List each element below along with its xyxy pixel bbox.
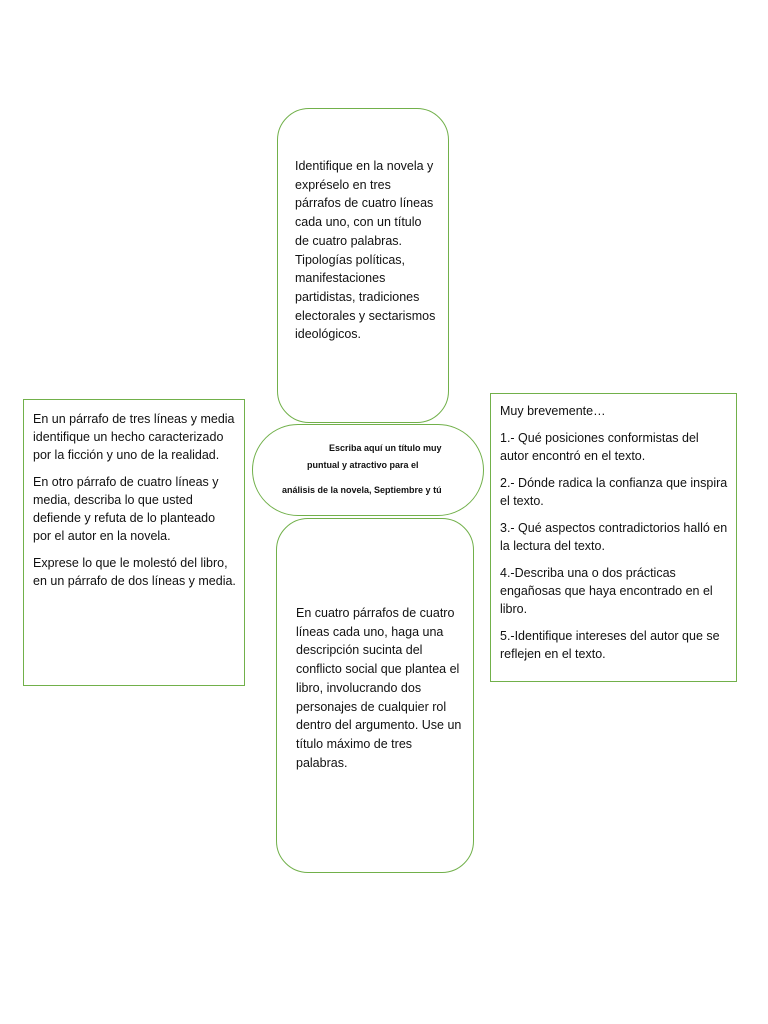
right-questions-box: [490, 393, 737, 682]
left-paragraph: En un párrafo de tres líneas y media identifique un hecho caracterizado por la ficción y uno de la realidad.: [33, 412, 235, 462]
right-question-item: 1.- Qué posiciones conformistas del autor encontró en el texto.: [500, 431, 699, 463]
left-instructions-box: [23, 399, 245, 686]
right-question-item: 4.-Describa una o dos prácticas engañosas que haya encontrado en el libro.: [500, 566, 713, 616]
center-title-line-1: Escriba aquí un título muy: [329, 443, 442, 453]
bottom-rounded-box: [276, 518, 474, 873]
right-question-item: 5.-Identifique intereses del autor que se reflejen en el texto.: [500, 629, 720, 661]
left-paragraph: En otro párrafo de cuatro líneas y media, describa lo que usted defiende y refuta de lo planteado por el autor en la novela.: [33, 475, 219, 543]
center-title-oval: [252, 424, 484, 516]
center-title-line-3: análisis de la novela, Septiembre y tú: [282, 485, 442, 495]
center-title-line-2: puntual y atractivo para el: [307, 460, 419, 470]
top-box-text: Identifique en la novela y expréselo en tres párrafos de cuatro líneas cada uno, con un título de cuatro palabras. Tipologías políticas, manifestaciones partidistas, tradiciones electorales y sectarismos ideológicos.: [295, 159, 436, 342]
top-rounded-box: [277, 108, 449, 423]
right-question-item: 3.- Qué aspectos contradictorios halló en la lectura del texto.: [500, 521, 728, 553]
left-paragraph: Exprese lo que le molestó del libro, en un párrafo de dos líneas y media.: [33, 556, 236, 588]
right-question-item: 2.- Dónde radica la confianza que inspira el texto.: [500, 476, 728, 508]
right-box-heading: Muy brevemente…: [500, 404, 606, 418]
bottom-box-text: En cuatro párrafos de cuatro líneas cada uno, haga una descripción sucinta del conflicto social que plantea el libro, involucrando dos personajes de cualquier rol dentro del argumento. Use un título máximo de tres palabras.: [296, 606, 462, 770]
